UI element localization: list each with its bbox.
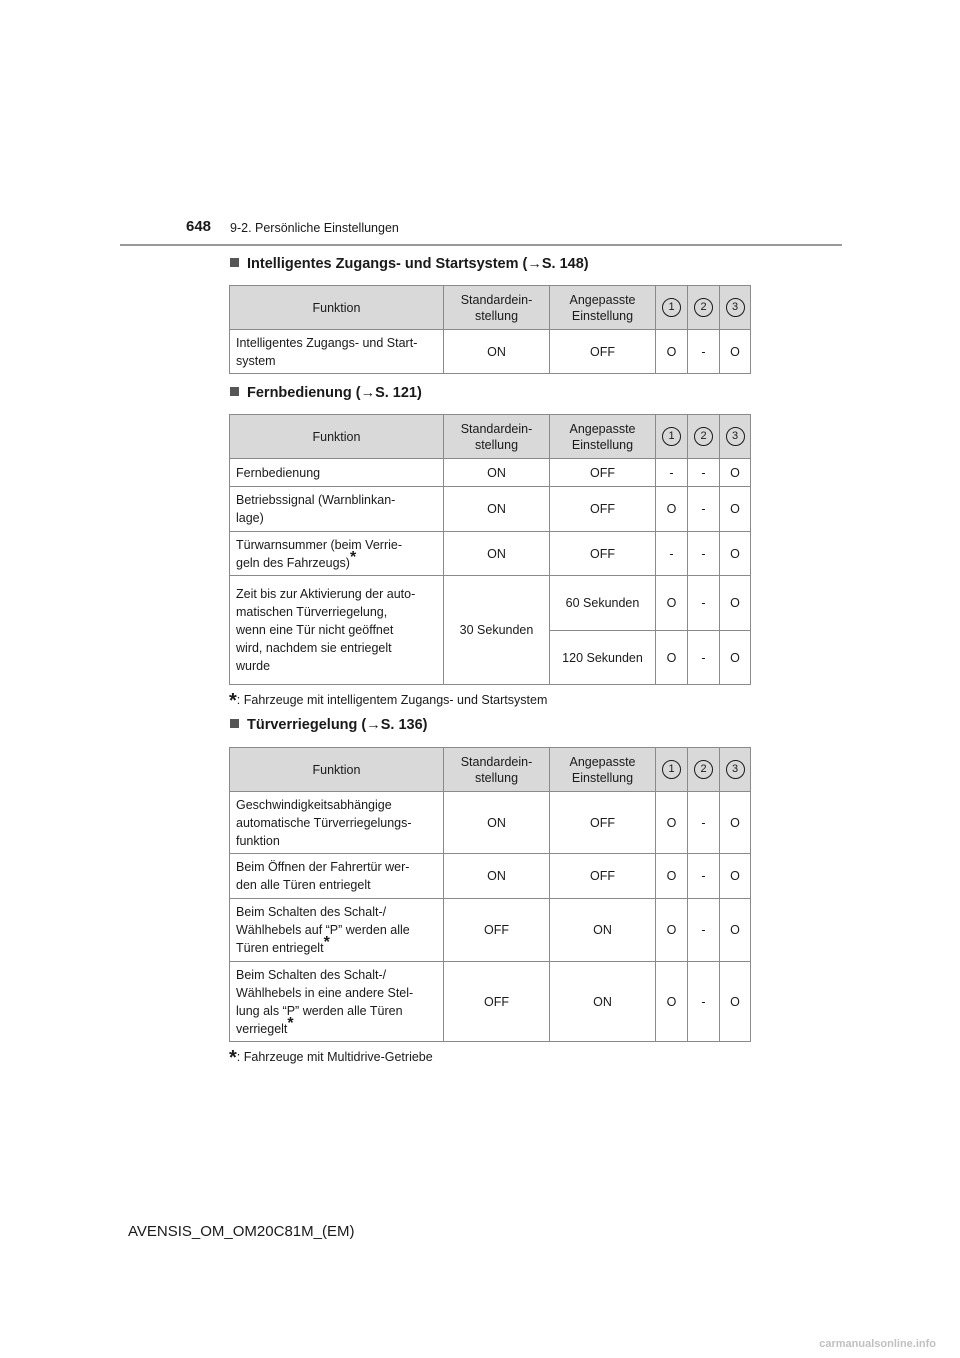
cell-mark-2: -: [688, 854, 720, 899]
table-row: [230, 459, 751, 487]
col-header-standard: Standardein- stellung: [444, 286, 550, 330]
cell-function: Beim Schalten des Schalt-/ Wählhebels in eine andere Stel- lung als “P” werden alle Türen verriegelt*: [230, 962, 444, 1042]
square-bullet-icon: [230, 719, 239, 728]
col-header-standard: Standardein- stellung: [444, 748, 550, 792]
cell-default: ON: [444, 459, 550, 487]
cell-custom: OFF: [550, 487, 656, 532]
cell-mark-1: O: [656, 330, 688, 374]
cell-mark-3: O: [720, 792, 751, 854]
col-header-2: 2: [688, 286, 720, 330]
cell-mark-3: O: [720, 532, 751, 576]
cell-mark-1: O: [656, 487, 688, 532]
cell-default: ON: [444, 330, 550, 374]
cell-default: ON: [444, 854, 550, 899]
cell-mark-1: O: [656, 631, 688, 685]
cell-mark-3: O: [720, 962, 751, 1042]
cell-function: Beim Öffnen der Fahrertür wer- den alle Türen entriegelt: [230, 854, 444, 899]
cell-mark-2: -: [688, 792, 720, 854]
cell-mark-3: O: [720, 576, 751, 631]
col-header-1: 1: [656, 415, 688, 459]
cell-mark-2: -: [688, 532, 720, 576]
page-number: 648: [186, 218, 212, 235]
col-header-angepasst: Angepasste Einstellung: [550, 748, 656, 792]
settings-table-remote: [229, 414, 751, 685]
cell-mark-1: -: [656, 532, 688, 576]
col-header-angepasst: Angepasste Einstellung: [550, 286, 656, 330]
cell-mark-2: -: [688, 330, 720, 374]
section-title-keyless: Intelligentes Zugangs- und Startsystem (→S. 148): [230, 256, 589, 272]
cell-mark-2: -: [688, 631, 720, 685]
cell-mark-2: -: [688, 487, 720, 532]
square-bullet-icon: [230, 387, 239, 396]
cell-function: Fernbedienung: [230, 459, 444, 487]
settings-table-keyless: [229, 285, 751, 374]
cell-mark-2: -: [688, 962, 720, 1042]
table-row: [230, 330, 751, 374]
table-row: [230, 962, 751, 1042]
cell-mark-1: O: [656, 962, 688, 1042]
col-header-1: 1: [656, 286, 688, 330]
cell-custom: ON: [550, 962, 656, 1042]
cell-default: ON: [444, 532, 550, 576]
cell-default: 30 Sekunden: [444, 576, 550, 685]
col-header-funktion: Funktion: [230, 286, 444, 330]
cell-default: OFF: [444, 962, 550, 1042]
cell-function: Geschwindigkeitsabhängige automatische Türverriegelungs- funktion: [230, 792, 444, 854]
cell-mark-3: O: [720, 459, 751, 487]
cell-mark-3: O: [720, 330, 751, 374]
cell-custom: 60 Sekunden: [550, 576, 656, 631]
footnote-multidrive: *: Fahrzeuge mit Multidrive-Getriebe: [229, 1047, 433, 1069]
cell-function: Zeit bis zur Aktivierung der auto- matischen Türverriegelung, wenn eine Tür nicht geöffnet wird, nachdem sie entriegelt wurde: [230, 576, 444, 685]
cell-mark-1: O: [656, 792, 688, 854]
square-bullet-icon: [230, 258, 239, 267]
cell-default: OFF: [444, 899, 550, 962]
col-header-3: 3: [720, 748, 751, 792]
cell-default: ON: [444, 487, 550, 532]
table-row: [230, 792, 751, 854]
cell-function: Türwarnsummer (beim Verrie- geln des Fahrzeugs)*: [230, 532, 444, 576]
cell-custom: OFF: [550, 532, 656, 576]
table-row: [230, 854, 751, 899]
col-header-3: 3: [720, 415, 751, 459]
cell-mark-1: O: [656, 899, 688, 962]
col-header-angepasst: Angepasste Einstellung: [550, 415, 656, 459]
table-row: [230, 899, 751, 962]
table-row: [230, 487, 751, 532]
col-header-funktion: Funktion: [230, 748, 444, 792]
cell-custom: 120 Sekunden: [550, 631, 656, 685]
section-title-doorlock: Türverriegelung (→S. 136): [230, 717, 428, 733]
cell-mark-2: -: [688, 576, 720, 631]
cell-mark-1: -: [656, 459, 688, 487]
cell-mark-1: O: [656, 854, 688, 899]
cell-default: ON: [444, 792, 550, 854]
cell-mark-2: -: [688, 459, 720, 487]
col-header-2: 2: [688, 748, 720, 792]
watermark: carmanualsonline.info: [819, 1338, 936, 1350]
chapter-title: 9-2. Persönliche Einstellungen: [230, 221, 399, 235]
header-divider: [120, 244, 842, 246]
document-id: AVENSIS_OM_OM20C81M_(EM): [128, 1223, 355, 1240]
cell-custom: OFF: [550, 792, 656, 854]
cell-function: Beim Schalten des Schalt-/ Wählhebels auf “P” werden alle Türen entriegelt*: [230, 899, 444, 962]
col-header-1: 1: [656, 748, 688, 792]
col-header-standard: Standardein- stellung: [444, 415, 550, 459]
cell-custom: OFF: [550, 854, 656, 899]
table-row: [230, 576, 751, 631]
col-header-2: 2: [688, 415, 720, 459]
table-row: [230, 532, 751, 576]
cell-mark-3: O: [720, 487, 751, 532]
section-title-remote: Fernbedienung (→S. 121): [230, 385, 422, 401]
settings-table-doorlock: [229, 747, 751, 1042]
cell-custom: OFF: [550, 459, 656, 487]
cell-function: Betriebssignal (Warnblinkan- lage): [230, 487, 444, 532]
cell-mark-3: O: [720, 631, 751, 685]
footnote-keyless: *: Fahrzeuge mit intelligentem Zugangs- und Startsystem: [229, 690, 548, 712]
col-header-3: 3: [720, 286, 751, 330]
cell-mark-1: O: [656, 576, 688, 631]
cell-function: Intelligentes Zugangs- und Start- system: [230, 330, 444, 374]
cell-mark-2: -: [688, 899, 720, 962]
cell-custom: OFF: [550, 330, 656, 374]
col-header-funktion: Funktion: [230, 415, 444, 459]
cell-custom: ON: [550, 899, 656, 962]
cell-mark-3: O: [720, 899, 751, 962]
cell-mark-3: O: [720, 854, 751, 899]
